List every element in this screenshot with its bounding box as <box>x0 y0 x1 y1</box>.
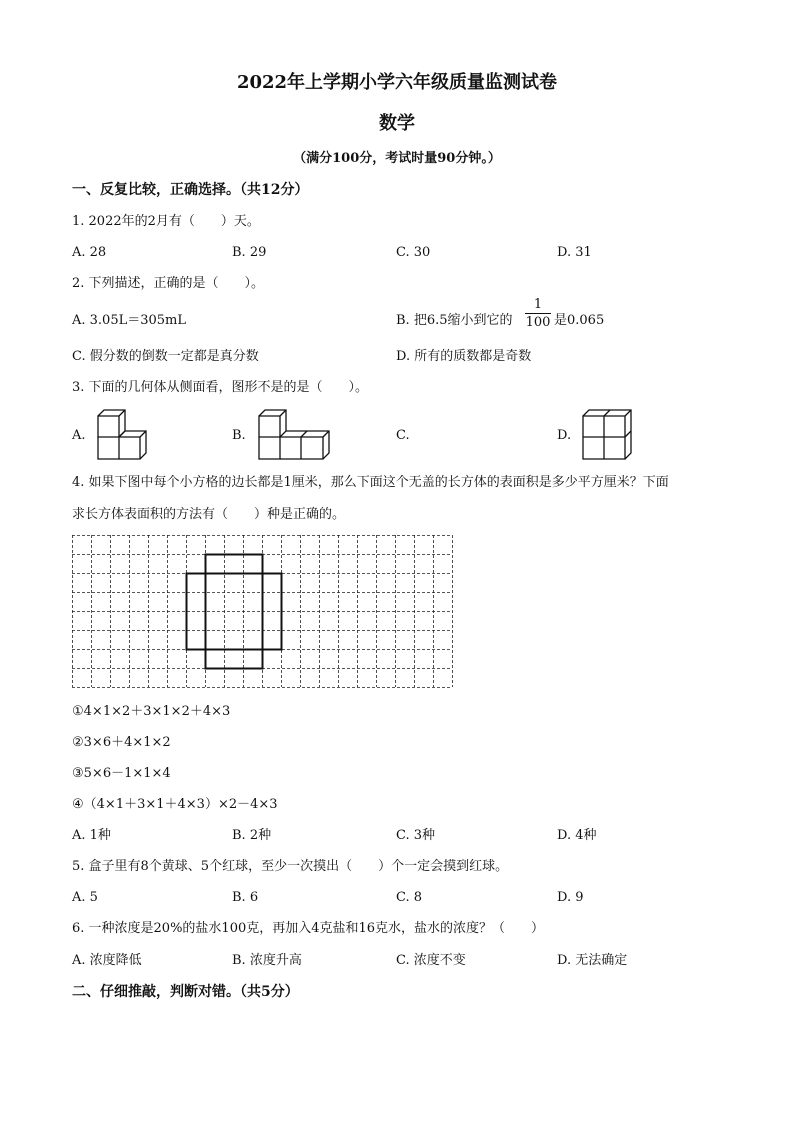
q2-option-b-prefix: B. 把6.5缩小到它的 <box>396 313 513 328</box>
q4-method-3: ③5×6－1×1×4 <box>72 766 171 781</box>
q4-grid-figure <box>72 535 452 687</box>
q4-option-c: C. 3种 <box>396 828 436 843</box>
section1-heading: 一、反复比较，正确选择。（共12分） <box>72 182 309 198</box>
q5-option-c: C. 8 <box>396 890 423 905</box>
q5-option-b: B. 6 <box>232 890 259 905</box>
q1-option-b: B. 29 <box>232 245 267 260</box>
q1-option-c: C. 30 <box>396 245 431 260</box>
q4-text-line1: 4. 如果下图中每个小方格的边长都是1厘米，那么下面这个无盖的长方体的表面积是多少平方厘米？下面 <box>72 475 669 490</box>
q2-option-b-suffix: 是0.065 <box>554 313 605 328</box>
q3-text: 3. 下面的几何体从侧面看，图形不是的是（ ）。 <box>72 380 369 395</box>
section2-heading: 二、仔细推敲，判断对错。（共5分） <box>72 984 299 1000</box>
q3-label-b: B. <box>232 428 246 443</box>
fraction-denominator: 100 <box>525 315 551 330</box>
q2-option-c: C. 假分数的倒数一定都是真分数 <box>72 349 259 364</box>
q5-text: 5. 盒子里有8个黄球、5个红球，至少一次摸出（ ）个一定会摸到红球。 <box>72 859 509 874</box>
q4-method-2: ②3×6＋4×1×2 <box>72 735 171 750</box>
q3-label-a: A. <box>72 428 86 443</box>
q3-label-d: D. <box>557 428 572 443</box>
q2-text: 2. 下列描述，正确的是（ ）。 <box>72 276 265 291</box>
q1-text: 1. 2022年的2月有（ ）天。 <box>72 214 260 229</box>
q1-option-d: D. 31 <box>557 245 592 260</box>
q2-option-d: D. 所有的质数都是奇数 <box>396 349 532 364</box>
q3-figure-b <box>257 408 335 462</box>
q4-option-b: B. 2种 <box>232 828 272 843</box>
q5-option-d: D. 9 <box>557 890 584 905</box>
fraction-bar <box>525 313 551 314</box>
q4-option-a: A. 1种 <box>72 828 111 843</box>
q3-figure-d <box>581 408 637 462</box>
exam-note: （满分100分，考试时量90分钟。） <box>293 151 501 166</box>
q5-option-a: A. 5 <box>72 890 98 905</box>
q6-option-a: A. 浓度降低 <box>72 953 142 968</box>
fraction-numerator: 1 <box>533 297 543 312</box>
q3-figure-a <box>96 408 152 462</box>
q4-text-line2: 求长方体表面积的方法有（ ）种是正确的。 <box>72 507 346 522</box>
q6-text: 6. 一种浓度是20%的盐水100克，再加入4克盐和16克水，盐水的浓度？（ ） <box>72 921 545 936</box>
q4-option-d: D. 4种 <box>557 828 597 843</box>
q3-label-c: C. <box>396 428 410 443</box>
q2-option-b-fraction <box>525 297 551 330</box>
q6-option-d: D. 无法确定 <box>557 953 628 968</box>
q4-method-1: ①4×1×2＋3×1×2＋4×3 <box>72 704 231 719</box>
q6-option-b: B. 浓度升高 <box>232 953 302 968</box>
q1-option-a: A. 28 <box>72 245 107 260</box>
q6-option-c: C. 浓度不变 <box>396 953 466 968</box>
q4-method-4: ④（4×1＋3×1＋4×3）×2－4×3 <box>72 797 278 812</box>
exam-title: 2022年上学期小学六年级质量监测试卷 <box>236 72 558 93</box>
q2-option-a: A. 3.05L＝305mL <box>72 313 187 328</box>
subject-title: 数学 <box>379 113 415 134</box>
